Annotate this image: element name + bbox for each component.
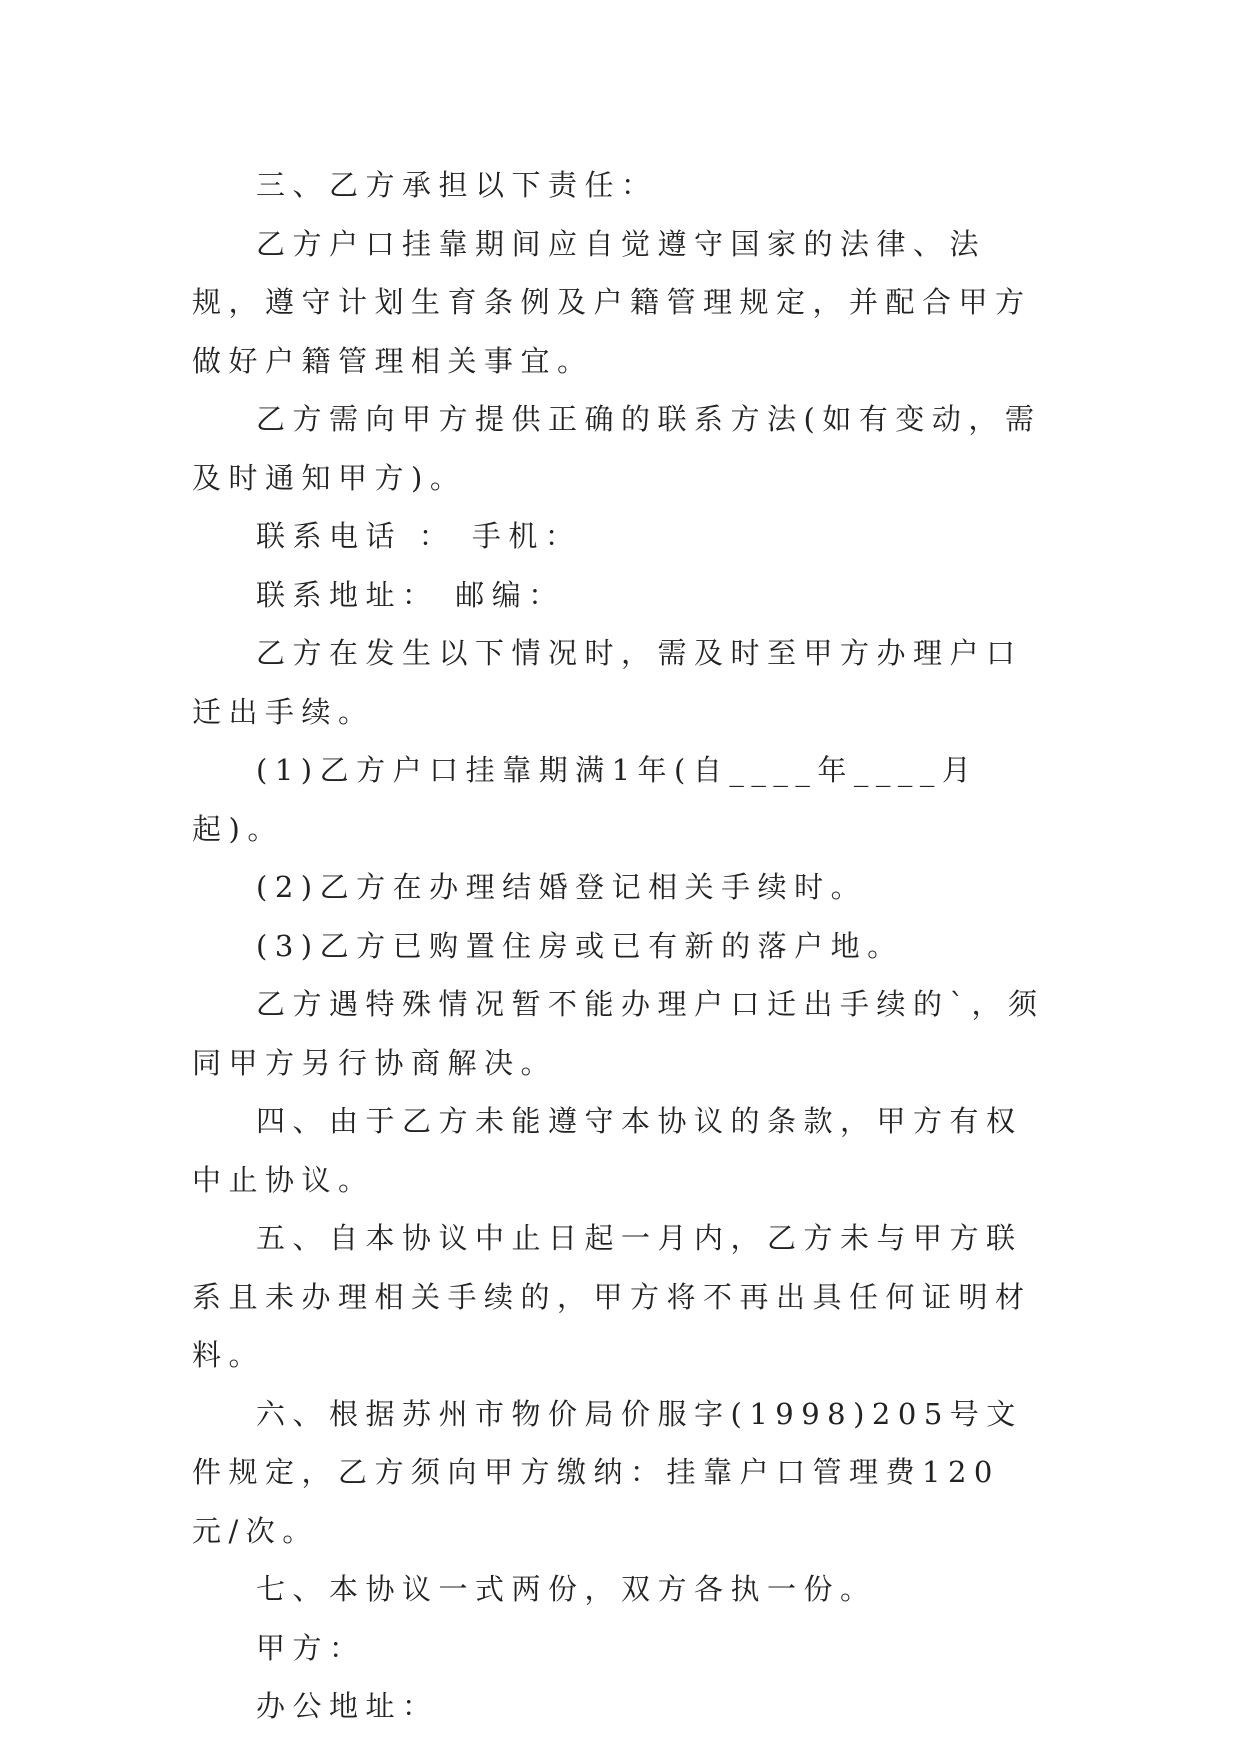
clause-six-paragraph: 六、根据苏州市物价局价服字(1998)205号文件规定，乙方须向甲方缴纳：挂靠户口管理费120元/次。	[192, 1396, 1023, 1548]
office-address-label: 办公地址：	[256, 1689, 439, 1723]
clause-five-paragraph: 五、自本协议中止日起一月内，乙方未与甲方联系且未办理相关手续的，甲方将不再出具任何证明材料。	[192, 1221, 1032, 1372]
special-circumstance-paragraph: 乙方遇特殊情况暂不能办理户口迁出手续的`，须同甲方另行协商解决。	[192, 987, 1045, 1080]
clause-seven-paragraph: 七、本协议一式两份，双方各执一份。	[256, 1572, 877, 1606]
contact-address-line: 联系地址： 邮编：	[256, 577, 565, 612]
transfer-out-paragraph: 乙方在发生以下情况时，需及时至甲方办理户口迁出手续。	[192, 636, 1023, 729]
condition-item-3: (3)乙方已购置住房或已有新的落户地。	[256, 928, 904, 963]
contact-phone-line: 联系电话 ： 手机：	[256, 519, 582, 553]
party-a-label: 甲方：	[256, 1630, 366, 1665]
document-body	[192, 156, 1052, 1736]
contact-info-paragraph: 乙方需向甲方提供正确的联系方法(如有变动，需及时通知甲方)。	[192, 402, 1042, 495]
clause-four-paragraph: 四、由于乙方未能遵守本协议的条款，甲方有权中止协议。	[192, 1104, 1023, 1197]
residence-compliance-paragraph: 乙方户口挂靠期间应自觉遵守国家的法律、法规，遵守计划生育条例及户籍管理规定，并配合甲方做好户籍管理相关事宜。	[192, 226, 1032, 378]
condition-item-2: (2)乙方在办理结婚登记相关手续时。	[256, 870, 868, 904]
clause-three-heading: 三、乙方承担以下责任：	[256, 168, 658, 202]
condition-item-1: (1)乙方户口挂靠期满1年(自____年____月起)。	[192, 753, 979, 846]
